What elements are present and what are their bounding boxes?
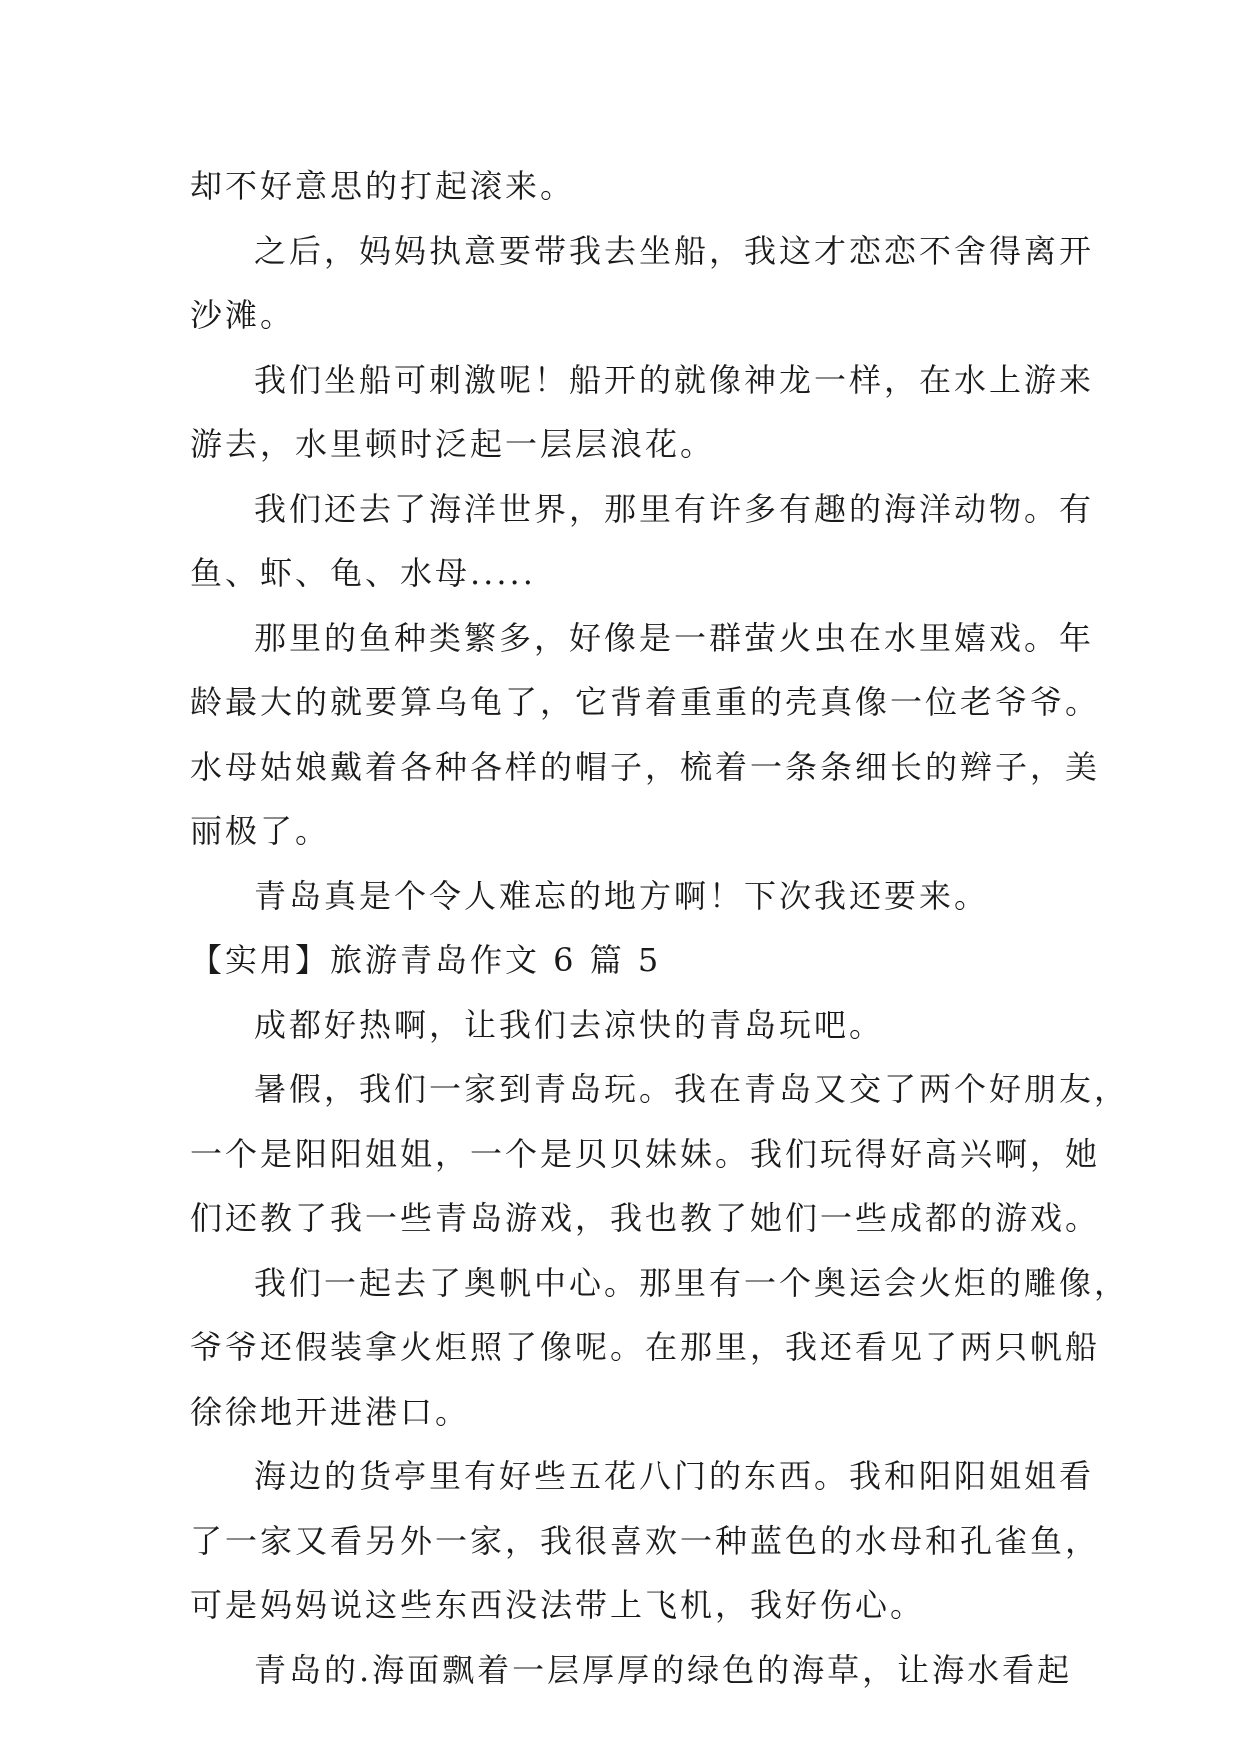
section-heading: 【实用】旅游青岛作文 6 篇 5 xyxy=(190,941,662,979)
text-line: 沙滩。 xyxy=(190,296,296,334)
text-line: 可是妈妈说这些东西没法带上飞机，我好伤心。 xyxy=(190,1586,926,1624)
paragraph-start-line: 青岛的.海面飘着一层厚厚的绿色的海草，让海水看起 xyxy=(254,1650,1073,1689)
text-line: 却不好意思的打起滚来。 xyxy=(190,167,576,205)
paragraph-start-line: 那里的鱼种类繁多，好像是一群萤火虫在水里嬉戏。年 xyxy=(254,618,1095,657)
text-line: 龄最大的就要算乌龟了，它背着重重的壳真像一位老爷爷。 xyxy=(190,683,1101,721)
text-line: 丽极了。 xyxy=(190,812,331,850)
text-line: 鱼、虾、龟、水母..... xyxy=(190,554,536,592)
paragraph-start-line: 成都好热啊，让我们去凉快的青岛玩吧。 xyxy=(254,1005,885,1044)
text-line: 们还教了我一些青岛游戏，我也教了她们一些成都的游戏。 xyxy=(190,1199,1101,1237)
text-line: 一个是阳阳姐姐，一个是贝贝妹妹。我们玩得好高兴啊，她 xyxy=(190,1134,1101,1173)
text-line: 爷爷还假装拿火炬照了像呢。在那里，我还看见了两只帆船 xyxy=(190,1328,1101,1366)
paragraph-start-line: 海边的货亭里有好些五花八门的东西。我和阳阳姐姐看 xyxy=(254,1457,1095,1495)
paragraph-start-line: 暑假，我们一家到青岛玩。我在青岛又交了两个好朋友， xyxy=(254,1070,1130,1108)
text-line: 了一家又看另外一家，我很喜欢一种蓝色的水母和孔雀鱼， xyxy=(190,1521,1101,1560)
paragraph-start-line: 我们一起去了奥帆中心。那里有一个奥运会火炬的雕像， xyxy=(254,1263,1130,1302)
text-line: 游去，水里顿时泛起一层层浪花。 xyxy=(190,425,716,463)
paragraph-start-line: 之后，妈妈执意要带我去坐船，我这才恋恋不舍得离开 xyxy=(254,231,1095,270)
paragraph-start-line: 我们坐船可刺激呢！船开的就像神龙一样，在水上游来 xyxy=(254,360,1095,399)
text-line: 水母姑娘戴着各种各样的帽子，梳着一条条细长的辫子，美 xyxy=(190,747,1101,786)
essay-text xyxy=(190,154,1130,1702)
paragraph-start-line: 我们还去了海洋世界，那里有许多有趣的海洋动物。有 xyxy=(254,489,1095,528)
text-line: 徐徐地开进港口。 xyxy=(190,1392,471,1431)
paragraph-start-line: 青岛真是个令人难忘的地方啊！下次我还要来。 xyxy=(254,876,990,915)
